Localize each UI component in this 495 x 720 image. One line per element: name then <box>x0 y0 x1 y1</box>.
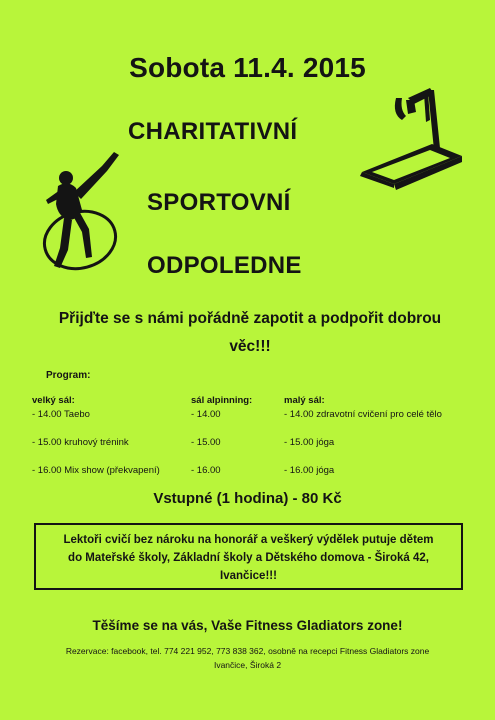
schedule-item: - 16.00 Mix show (překvapení) <box>32 465 160 476</box>
greeting: Těšíme se na vás, Vaše Fitness Gladiators zone! <box>92 618 403 633</box>
reservation-line-1: Rezervace: facebook, tel. 774 221 952, 773 838 362, osobně na recepci Fitness Gladiators zone <box>65 646 430 656</box>
column-heading: sál alpinning: <box>191 395 253 406</box>
schedule-item: - 14.00 Taebo <box>32 409 90 420</box>
program-column-alpinning-hall <box>191 395 281 493</box>
schedule-item: - 15.00 <box>191 437 221 448</box>
invitation-line-1: Přijďte se s námi pořádně zapotit a podpořit dobrou <box>58 310 442 327</box>
entry-fee: Vstupné (1 hodina) - 80 Kč <box>153 490 342 507</box>
notice-line-1: Lektoři cvičí bez nároku na honorář a veškerý výdělek putuje dětem <box>63 534 434 546</box>
charity-notice-box <box>34 523 463 590</box>
title-line-2: SPORTOVNÍ <box>147 189 291 216</box>
reservation-info <box>20 644 475 672</box>
notice-line-2: do Mateřské školy, Základní školy a Dětského domova - Široká 42, <box>68 552 429 564</box>
program-column-large-hall <box>32 395 192 493</box>
schedule-item: - 14.00 zdravotní cvičení pro celé tělo <box>284 409 442 420</box>
schedule-item: - 16.00 jóga <box>284 465 335 476</box>
title-line-3: ODPOLEDNE <box>147 252 302 279</box>
reservation-line-2: Ivančice, Široká 2 <box>213 660 282 670</box>
schedule-item: - 16.00 <box>191 465 221 476</box>
invitation-text <box>30 305 470 361</box>
invitation-line-2: věc!!! <box>229 338 271 355</box>
kickboxer-silhouette-icon <box>38 148 133 278</box>
treadmill-icon <box>358 60 468 190</box>
schedule-item: - 15.00 jóga <box>284 437 335 448</box>
column-heading: malý sál: <box>284 395 325 406</box>
program-column-small-hall <box>284 395 484 493</box>
schedule-item: - 14.00 <box>191 409 221 420</box>
event-date: Sobota 11.4. 2015 <box>129 52 366 83</box>
column-heading: velký sál: <box>32 395 75 406</box>
notice-line-3: Ivančice!!! <box>220 570 277 582</box>
title-line-1: CHARITATIVNÍ <box>128 118 298 145</box>
schedule-item: - 15.00 kruhový trénink <box>32 437 129 448</box>
program-label: Program: <box>46 370 91 381</box>
